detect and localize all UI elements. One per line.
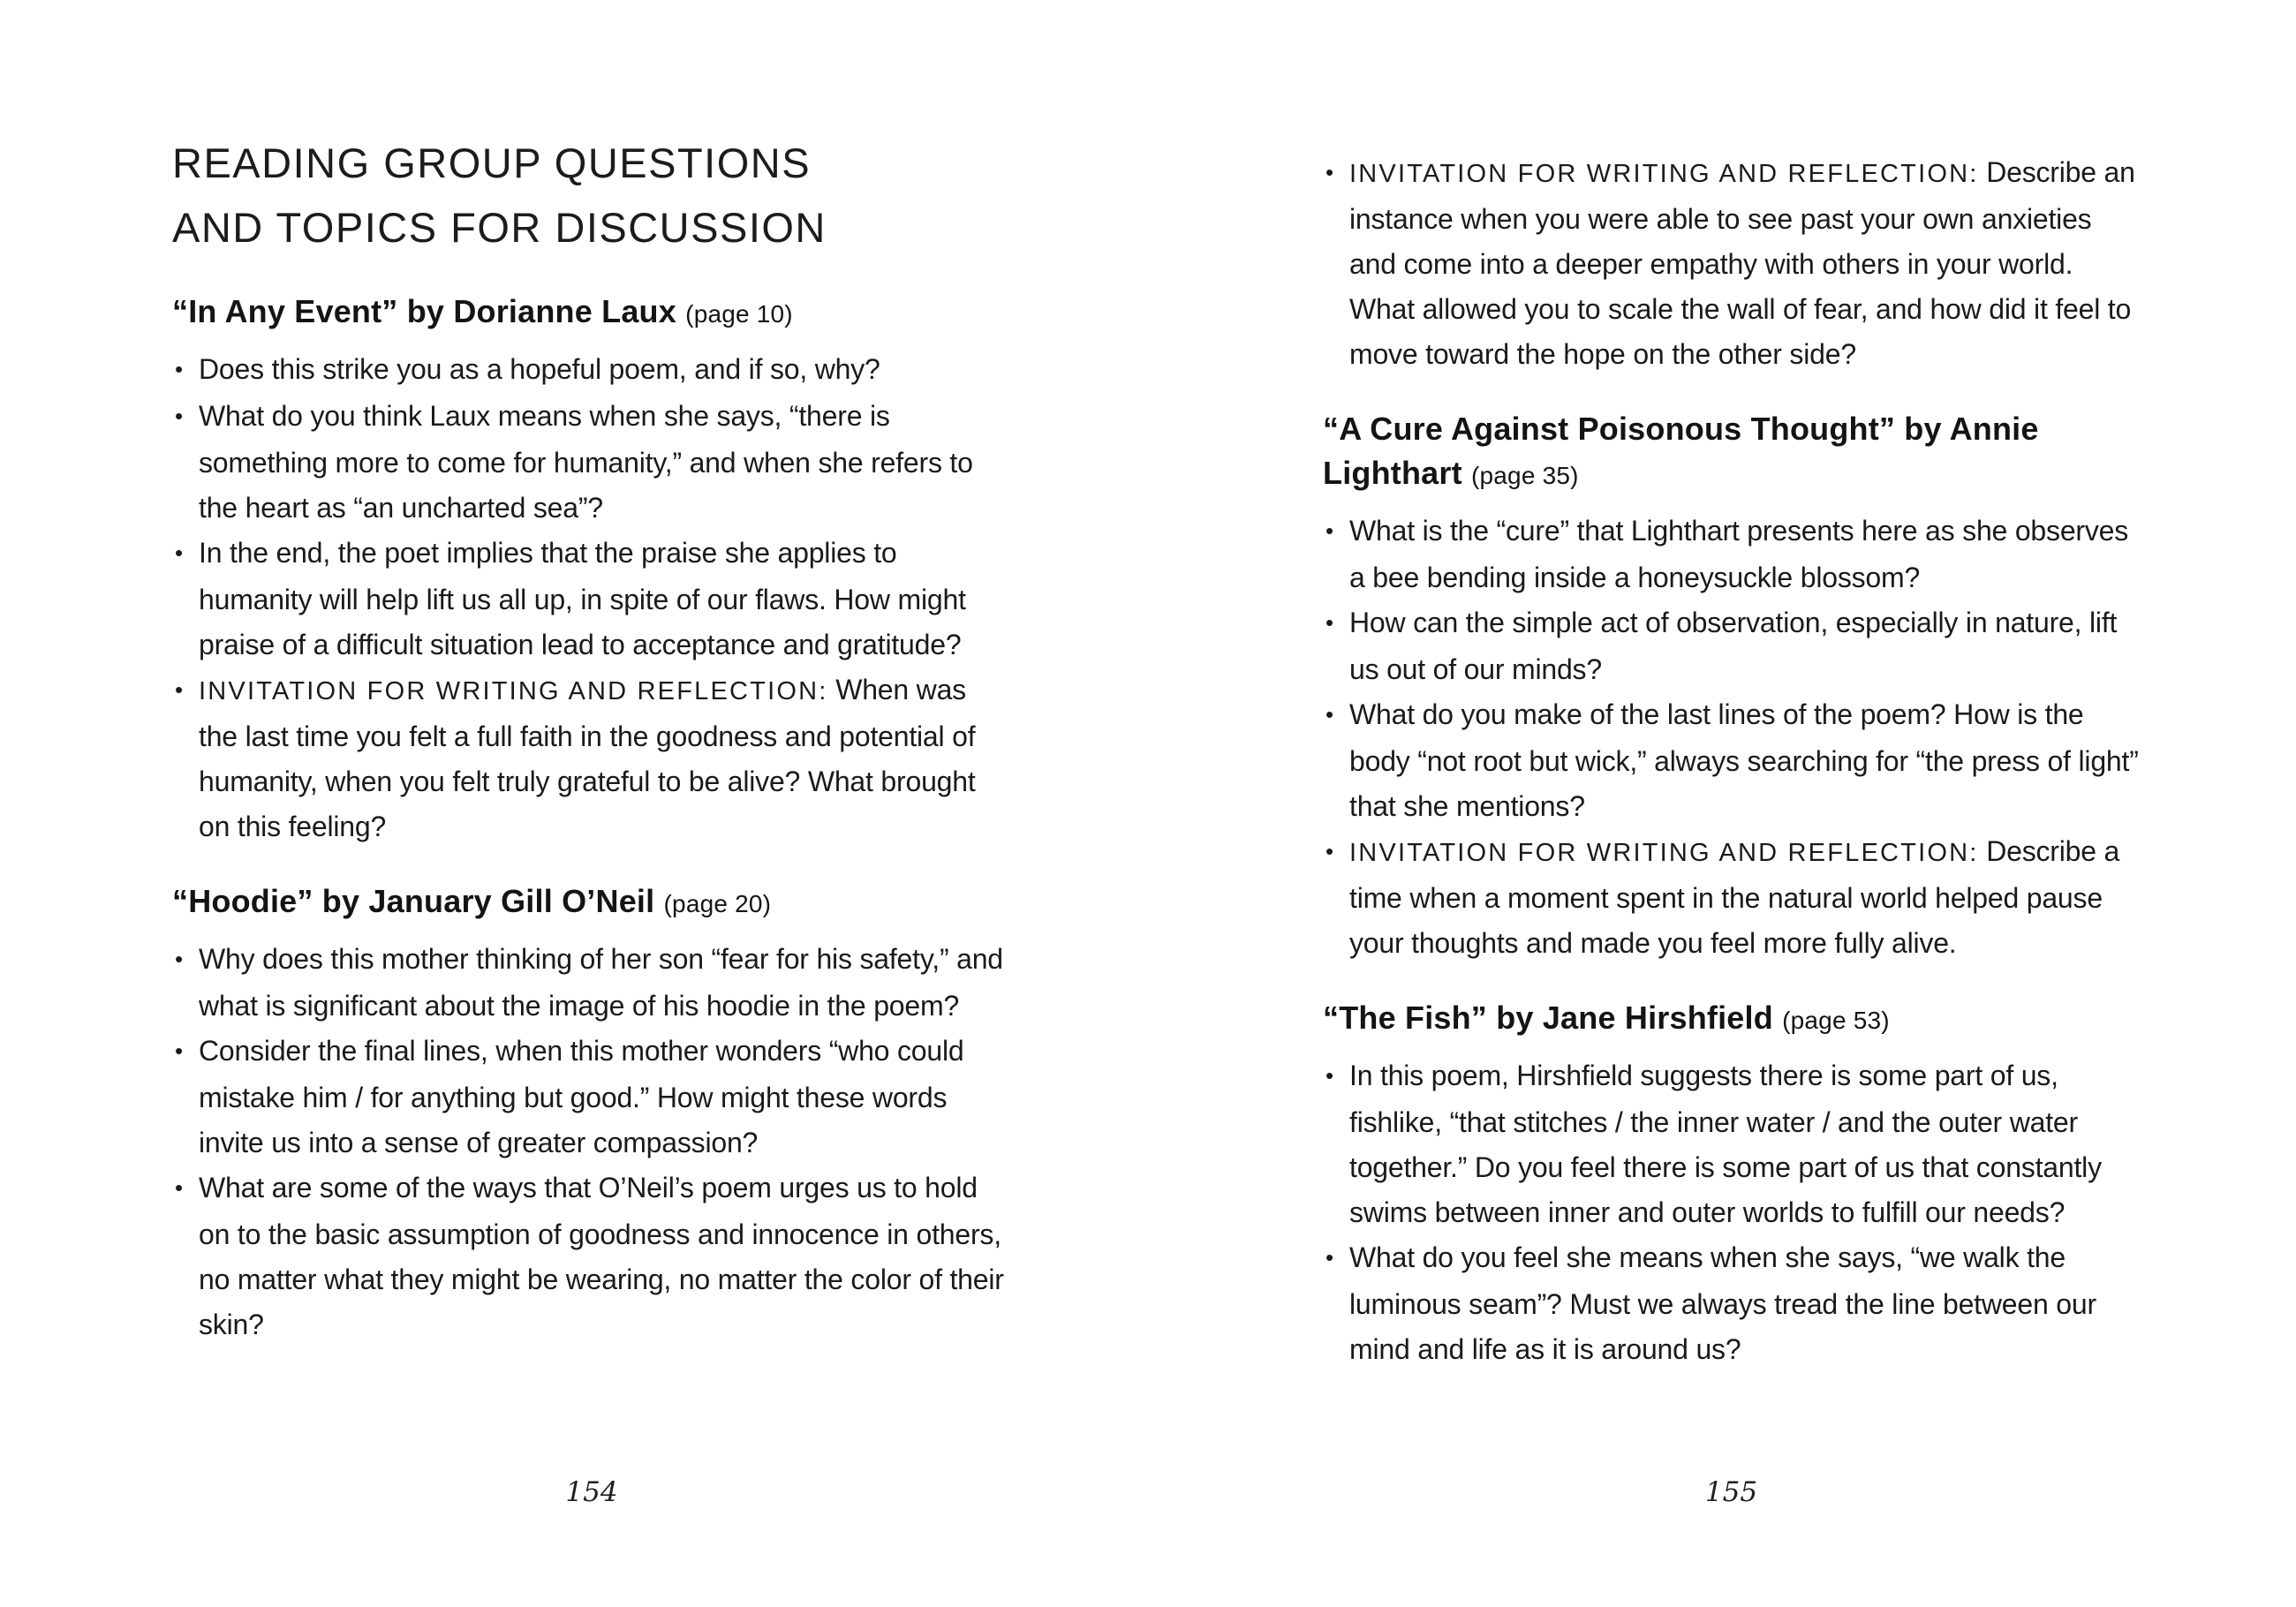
bullet-text: Does this strike you as a hopeful poem, and if so, why? (199, 353, 880, 385)
bullet-item (1323, 829, 2140, 966)
invitation-label: INVITATION FOR WRITING AND REFLECTION: (1349, 839, 1979, 867)
bullet-text: What do you feel she means when she says, “we walk the luminous seam”? Must we always tread the line between our mind and life as it is around us? (1349, 1241, 2096, 1365)
bullet-text: Why does this mother thinking of her son “fear for his safety,” and what is significant about the image of his hoodie in the poem? (199, 943, 1003, 1022)
page-title-line-1: READING GROUP QUESTIONS (172, 140, 812, 186)
section-heading-in-any-event (172, 290, 1011, 336)
bullet-text: What is the “cure” that Lighthart presents here as she observes a bee bending inside a honeysuckle blossom? (1349, 515, 2129, 593)
bullet-list (1323, 509, 2140, 966)
section-heading-text: “A Cure Against Poisonous Thought” by Annie Lighthart (1323, 411, 2039, 491)
section-heading-text: “In Any Event” by Dorianne Laux (172, 293, 676, 329)
bullet-item (1323, 509, 2140, 600)
bullet-text: In the end, the poet implies that the praise she applies to humanity will help lift us all up, in spite of our flaws. How might praise of a difficult situation lead to acceptance and gratitude? (199, 537, 966, 660)
bullet-item (172, 347, 1011, 394)
bullet-item (1323, 600, 2140, 692)
bullet-list (172, 347, 1011, 849)
bullet-text: Describe an instance when you were able to see past your own anxieties and come into a deeper empathy with others in your world. What allowed you to scale the wall of fear, and how did it feel to move toward the hope on the other side? (1349, 156, 2135, 370)
bullet-item (1323, 150, 2140, 377)
bullet-text: Consider the final lines, when this mother wonders “who could mistake him / for anything but good.” How might these words invite us into a sense of greater compassion? (199, 1035, 964, 1158)
bullet-item (172, 937, 1011, 1029)
section-page-ref: (page 20) (663, 890, 772, 917)
bullet-text: How can the simple act of observation, especially in nature, lift us out of our minds? (1349, 607, 2118, 685)
invitation-label: INVITATION FOR WRITING AND REFLECTION: (199, 677, 828, 705)
bullet-item (172, 394, 1011, 531)
section-page-ref: (page 35) (1470, 462, 1579, 489)
page-number-right: 155 (1704, 1476, 1758, 1508)
bullet-text: When was the last time you felt a full faith in the goodness and potential of humanity, when you felt truly grateful to be alive? What brought on this feeling? (199, 674, 976, 842)
section-heading-a-cure (1323, 407, 2140, 498)
bullet-text: Describe a time when a moment spent in the natural world helped pause your thoughts and made you feel more fully alive. (1349, 835, 2120, 959)
bullet-item (1323, 692, 2140, 829)
bullet-text: In this poem, Hirshfield suggests there is some part of us, fishlike, “that stitches / the inner water / and the outer water together.” Do you feel there is some part of us that constantly swims between inner and outer worlds to fulfill our needs? (1349, 1060, 2102, 1228)
page-right (1323, 0, 2140, 1607)
page-number-left: 154 (565, 1476, 618, 1508)
section-heading-text: “The Fish” by Jane Hirshfield (1323, 1000, 1773, 1036)
page-left (172, 0, 1011, 1607)
section-heading-text: “Hoodie” by January Gill O’Neil (172, 883, 655, 919)
page-title (172, 0, 1011, 260)
page-title-line-2: AND TOPICS FOR DISCUSSION (172, 204, 827, 251)
bullet-list (1323, 1053, 2140, 1372)
section-heading-hoodie (172, 879, 1011, 926)
section-heading-the-fish (1323, 996, 2140, 1043)
bullet-item (1323, 1053, 2140, 1235)
bullet-list-continuation (1323, 150, 2140, 377)
bullet-text: What do you make of the last lines of the poem? How is the body “not root but wick,” always searching for “the press of light” that she mentions? (1349, 698, 2139, 822)
bullet-text: What do you think Laux means when she says, “there is something more to come for humanity,” and when she refers to the heart as “an uncharted sea”? (199, 400, 973, 524)
bullet-item (1323, 1235, 2140, 1372)
invitation-label: INVITATION FOR WRITING AND REFLECTION: (1349, 160, 1979, 188)
section-page-ref: (page 53) (1782, 1007, 1890, 1034)
bullet-item (172, 531, 1011, 668)
bullet-item (172, 1029, 1011, 1166)
bullet-list (172, 937, 1011, 1347)
bullet-text: What are some of the ways that O’Neil’s poem urges us to hold on to the basic assumption of goodness and innocence in others, no matter what they might be wearing, no matter the color of their skin? (199, 1172, 1004, 1340)
section-page-ref: (page 10) (685, 300, 793, 328)
bullet-item (172, 1166, 1011, 1347)
bullet-item (172, 668, 1011, 849)
